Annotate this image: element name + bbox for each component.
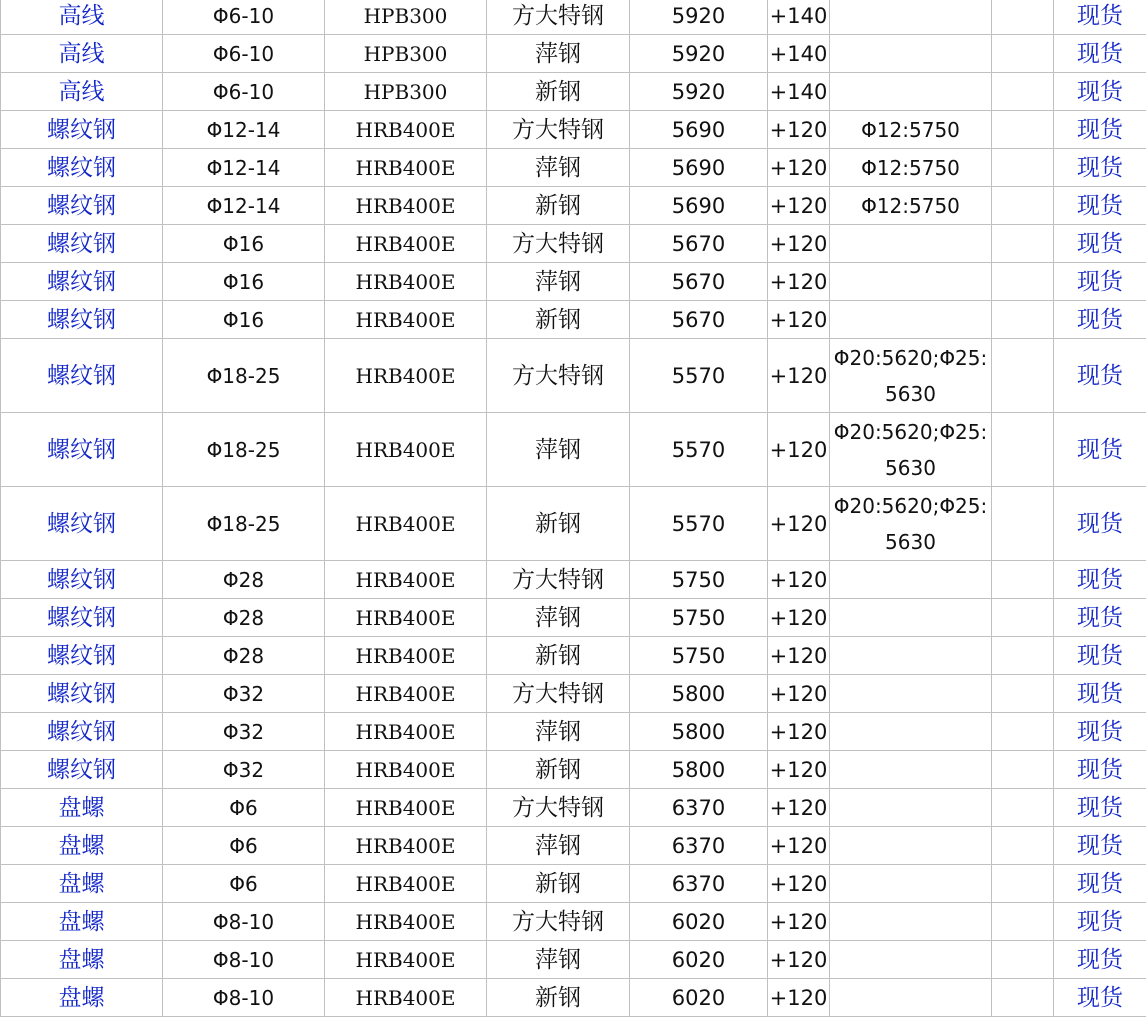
product-name-cell: 螺纹钢 bbox=[1, 149, 163, 187]
spec-cell: Φ12-14 bbox=[163, 149, 325, 187]
mill-cell: 萍钢 bbox=[487, 827, 630, 865]
grade-cell: HRB400E bbox=[325, 827, 487, 865]
spec-cell: Φ16 bbox=[163, 263, 325, 301]
mill-cell: 方大特钢 bbox=[487, 789, 630, 827]
grade-cell: HRB400E bbox=[325, 301, 487, 339]
price-cell: 5570 bbox=[630, 339, 768, 413]
status-cell: 现货 bbox=[1054, 413, 1146, 487]
note-cell bbox=[830, 301, 992, 339]
blank-cell bbox=[992, 0, 1054, 35]
mill-cell: 萍钢 bbox=[487, 149, 630, 187]
product-name-cell: 螺纹钢 bbox=[1, 413, 163, 487]
grade-cell: HRB400E bbox=[325, 111, 487, 149]
price-cell: 5670 bbox=[630, 225, 768, 263]
spec-cell: Φ28 bbox=[163, 599, 325, 637]
note-cell bbox=[830, 263, 992, 301]
mill-cell: 新钢 bbox=[487, 979, 630, 1017]
product-name-cell: 盘螺 bbox=[1, 979, 163, 1017]
price-cell: 5570 bbox=[630, 487, 768, 561]
price-cell: 5800 bbox=[630, 751, 768, 789]
price-cell: 5750 bbox=[630, 637, 768, 675]
status-cell: 现货 bbox=[1054, 865, 1146, 903]
note-cell bbox=[830, 789, 992, 827]
product-name-cell: 螺纹钢 bbox=[1, 487, 163, 561]
table-row bbox=[1, 413, 1146, 487]
product-name-cell: 高线 bbox=[1, 0, 163, 35]
spec-cell: Φ12-14 bbox=[163, 111, 325, 149]
status-cell: 现货 bbox=[1054, 599, 1146, 637]
status-cell: 现货 bbox=[1054, 35, 1146, 73]
blank-cell bbox=[992, 301, 1054, 339]
table-row bbox=[1, 675, 1146, 713]
blank-cell bbox=[992, 979, 1054, 1017]
note-cell bbox=[830, 599, 992, 637]
blank-cell bbox=[992, 413, 1054, 487]
blank-cell bbox=[992, 339, 1054, 413]
product-name-cell: 螺纹钢 bbox=[1, 263, 163, 301]
change-cell: +120 bbox=[768, 865, 830, 903]
grade-cell: HRB400E bbox=[325, 637, 487, 675]
table-row bbox=[1, 865, 1146, 903]
change-cell: +120 bbox=[768, 225, 830, 263]
product-name-cell: 螺纹钢 bbox=[1, 111, 163, 149]
change-cell: +120 bbox=[768, 599, 830, 637]
product-name-cell: 螺纹钢 bbox=[1, 751, 163, 789]
table-row bbox=[1, 637, 1146, 675]
table-row bbox=[1, 263, 1146, 301]
table-row bbox=[1, 149, 1146, 187]
status-cell: 现货 bbox=[1054, 225, 1146, 263]
spec-cell: Φ28 bbox=[163, 561, 325, 599]
change-cell: +140 bbox=[768, 0, 830, 35]
spec-cell: Φ8-10 bbox=[163, 979, 325, 1017]
blank-cell bbox=[992, 827, 1054, 865]
price-cell: 5690 bbox=[630, 187, 768, 225]
status-cell: 现货 bbox=[1054, 73, 1146, 111]
product-name-cell: 高线 bbox=[1, 35, 163, 73]
table-row bbox=[1, 339, 1146, 413]
table-row bbox=[1, 751, 1146, 789]
spec-cell: Φ8-10 bbox=[163, 941, 325, 979]
note-cell bbox=[830, 979, 992, 1017]
status-cell: 现货 bbox=[1054, 111, 1146, 149]
status-cell: 现货 bbox=[1054, 187, 1146, 225]
product-name-cell: 螺纹钢 bbox=[1, 713, 163, 751]
spec-cell: Φ32 bbox=[163, 713, 325, 751]
note-cell: Φ12:5750 bbox=[830, 111, 992, 149]
spec-cell: Φ6-10 bbox=[163, 0, 325, 35]
spec-cell: Φ12-14 bbox=[163, 187, 325, 225]
blank-cell bbox=[992, 561, 1054, 599]
mill-cell: 方大特钢 bbox=[487, 339, 630, 413]
note-cell: Φ20:5620;Φ25:5630 bbox=[830, 487, 992, 561]
status-cell: 现货 bbox=[1054, 751, 1146, 789]
mill-cell: 萍钢 bbox=[487, 941, 630, 979]
table-row bbox=[1, 73, 1146, 111]
grade-cell: HRB400E bbox=[325, 865, 487, 903]
change-cell: +120 bbox=[768, 827, 830, 865]
spec-cell: Φ18-25 bbox=[163, 487, 325, 561]
product-name-cell: 高线 bbox=[1, 73, 163, 111]
change-cell: +120 bbox=[768, 903, 830, 941]
blank-cell bbox=[992, 941, 1054, 979]
spec-cell: Φ16 bbox=[163, 225, 325, 263]
mill-cell: 新钢 bbox=[487, 751, 630, 789]
blank-cell bbox=[992, 35, 1054, 73]
blank-cell bbox=[992, 599, 1054, 637]
price-cell: 6020 bbox=[630, 903, 768, 941]
grade-cell: HPB300 bbox=[325, 0, 487, 35]
grade-cell: HRB400E bbox=[325, 903, 487, 941]
blank-cell bbox=[992, 225, 1054, 263]
mill-cell: 新钢 bbox=[487, 301, 630, 339]
blank-cell bbox=[992, 73, 1054, 111]
product-name-cell: 螺纹钢 bbox=[1, 675, 163, 713]
note-cell bbox=[830, 941, 992, 979]
note-cell bbox=[830, 713, 992, 751]
mill-cell: 萍钢 bbox=[487, 599, 630, 637]
note-cell bbox=[830, 0, 992, 35]
grade-cell: HRB400E bbox=[325, 675, 487, 713]
change-cell: +120 bbox=[768, 263, 830, 301]
spec-cell: Φ6-10 bbox=[163, 73, 325, 111]
product-name-cell: 盘螺 bbox=[1, 789, 163, 827]
mill-cell: 新钢 bbox=[487, 487, 630, 561]
price-cell: 6370 bbox=[630, 827, 768, 865]
grade-cell: HRB400E bbox=[325, 263, 487, 301]
price-cell: 5750 bbox=[630, 561, 768, 599]
change-cell: +120 bbox=[768, 111, 830, 149]
grade-cell: HRB400E bbox=[325, 149, 487, 187]
blank-cell bbox=[992, 751, 1054, 789]
mill-cell: 方大特钢 bbox=[487, 561, 630, 599]
spec-cell: Φ18-25 bbox=[163, 413, 325, 487]
mill-cell: 萍钢 bbox=[487, 713, 630, 751]
blank-cell bbox=[992, 713, 1054, 751]
status-cell: 现货 bbox=[1054, 675, 1146, 713]
table-row bbox=[1, 979, 1146, 1017]
note-cell bbox=[830, 561, 992, 599]
product-name-cell: 盘螺 bbox=[1, 827, 163, 865]
grade-cell: HRB400E bbox=[325, 979, 487, 1017]
spec-cell: Φ28 bbox=[163, 637, 325, 675]
note-cell bbox=[830, 637, 992, 675]
price-cell: 6020 bbox=[630, 979, 768, 1017]
table-row bbox=[1, 301, 1146, 339]
blank-cell bbox=[992, 149, 1054, 187]
grade-cell: HRB400E bbox=[325, 561, 487, 599]
price-cell: 5670 bbox=[630, 301, 768, 339]
change-cell: +120 bbox=[768, 487, 830, 561]
status-cell: 现货 bbox=[1054, 263, 1146, 301]
table-row bbox=[1, 713, 1146, 751]
status-cell: 现货 bbox=[1054, 487, 1146, 561]
price-cell: 5750 bbox=[630, 599, 768, 637]
spec-cell: Φ6 bbox=[163, 865, 325, 903]
price-cell: 5800 bbox=[630, 713, 768, 751]
price-cell: 5920 bbox=[630, 35, 768, 73]
change-cell: +120 bbox=[768, 413, 830, 487]
mill-cell: 方大特钢 bbox=[487, 111, 630, 149]
change-cell: +120 bbox=[768, 561, 830, 599]
product-name-cell: 盘螺 bbox=[1, 865, 163, 903]
spec-cell: Φ6-10 bbox=[163, 35, 325, 73]
status-cell: 现货 bbox=[1054, 903, 1146, 941]
spec-cell: Φ6 bbox=[163, 789, 325, 827]
blank-cell bbox=[992, 111, 1054, 149]
grade-cell: HRB400E bbox=[325, 487, 487, 561]
status-cell: 现货 bbox=[1054, 827, 1146, 865]
status-cell: 现货 bbox=[1054, 979, 1146, 1017]
table-row bbox=[1, 111, 1146, 149]
mill-cell: 萍钢 bbox=[487, 413, 630, 487]
product-name-cell: 螺纹钢 bbox=[1, 637, 163, 675]
spec-cell: Φ32 bbox=[163, 675, 325, 713]
table-row bbox=[1, 487, 1146, 561]
change-cell: +120 bbox=[768, 941, 830, 979]
grade-cell: HRB400E bbox=[325, 413, 487, 487]
grade-cell: HRB400E bbox=[325, 339, 487, 413]
price-rows bbox=[1, 0, 1146, 1017]
grade-cell: HRB400E bbox=[325, 713, 487, 751]
grade-cell: HRB400E bbox=[325, 225, 487, 263]
change-cell: +120 bbox=[768, 301, 830, 339]
mill-cell: 新钢 bbox=[487, 73, 630, 111]
grade-cell: HPB300 bbox=[325, 35, 487, 73]
price-cell: 5690 bbox=[630, 111, 768, 149]
mill-cell: 萍钢 bbox=[487, 35, 630, 73]
note-cell bbox=[830, 225, 992, 263]
blank-cell bbox=[992, 789, 1054, 827]
spec-cell: Φ6 bbox=[163, 827, 325, 865]
grade-cell: HRB400E bbox=[325, 941, 487, 979]
change-cell: +140 bbox=[768, 73, 830, 111]
grade-cell: HPB300 bbox=[325, 73, 487, 111]
change-cell: +120 bbox=[768, 149, 830, 187]
price-cell: 6020 bbox=[630, 941, 768, 979]
product-name-cell: 盘螺 bbox=[1, 903, 163, 941]
mill-cell: 方大特钢 bbox=[487, 903, 630, 941]
status-cell: 现货 bbox=[1054, 941, 1146, 979]
table-row bbox=[1, 599, 1146, 637]
product-name-cell: 螺纹钢 bbox=[1, 561, 163, 599]
status-cell: 现货 bbox=[1054, 0, 1146, 35]
price-cell: 6370 bbox=[630, 789, 768, 827]
change-cell: +140 bbox=[768, 35, 830, 73]
note-cell bbox=[830, 35, 992, 73]
product-name-cell: 螺纹钢 bbox=[1, 225, 163, 263]
spec-cell: Φ18-25 bbox=[163, 339, 325, 413]
table-row bbox=[1, 225, 1146, 263]
change-cell: +120 bbox=[768, 187, 830, 225]
mill-cell: 新钢 bbox=[487, 865, 630, 903]
grade-cell: HRB400E bbox=[325, 751, 487, 789]
mill-cell: 新钢 bbox=[487, 187, 630, 225]
note-cell bbox=[830, 675, 992, 713]
change-cell: +120 bbox=[768, 675, 830, 713]
status-cell: 现货 bbox=[1054, 149, 1146, 187]
grade-cell: HRB400E bbox=[325, 789, 487, 827]
table-row bbox=[1, 941, 1146, 979]
status-cell: 现货 bbox=[1054, 561, 1146, 599]
status-cell: 现货 bbox=[1054, 713, 1146, 751]
blank-cell bbox=[992, 263, 1054, 301]
spec-cell: Φ16 bbox=[163, 301, 325, 339]
blank-cell bbox=[992, 865, 1054, 903]
change-cell: +120 bbox=[768, 751, 830, 789]
spec-cell: Φ8-10 bbox=[163, 903, 325, 941]
price-cell: 5800 bbox=[630, 675, 768, 713]
table-row bbox=[1, 187, 1146, 225]
note-cell: Φ20:5620;Φ25:5630 bbox=[830, 339, 992, 413]
blank-cell bbox=[992, 903, 1054, 941]
table-row bbox=[1, 903, 1146, 941]
price-cell: 5920 bbox=[630, 0, 768, 35]
note-cell: Φ12:5750 bbox=[830, 187, 992, 225]
product-name-cell: 螺纹钢 bbox=[1, 339, 163, 413]
product-name-cell: 螺纹钢 bbox=[1, 187, 163, 225]
table-row bbox=[1, 561, 1146, 599]
change-cell: +120 bbox=[768, 339, 830, 413]
table-row bbox=[1, 789, 1146, 827]
note-cell bbox=[830, 903, 992, 941]
change-cell: +120 bbox=[768, 637, 830, 675]
table-row bbox=[1, 35, 1146, 73]
price-cell: 5570 bbox=[630, 413, 768, 487]
status-cell: 现货 bbox=[1054, 789, 1146, 827]
table-row bbox=[1, 827, 1146, 865]
product-name-cell: 螺纹钢 bbox=[1, 599, 163, 637]
spec-cell: Φ32 bbox=[163, 751, 325, 789]
mill-cell: 萍钢 bbox=[487, 263, 630, 301]
note-cell bbox=[830, 865, 992, 903]
status-cell: 现货 bbox=[1054, 301, 1146, 339]
price-cell: 5690 bbox=[630, 149, 768, 187]
note-cell bbox=[830, 827, 992, 865]
change-cell: +120 bbox=[768, 713, 830, 751]
mill-cell: 方大特钢 bbox=[487, 675, 630, 713]
change-cell: +120 bbox=[768, 789, 830, 827]
blank-cell bbox=[992, 487, 1054, 561]
mill-cell: 方大特钢 bbox=[487, 225, 630, 263]
change-cell: +120 bbox=[768, 979, 830, 1017]
price-cell: 6370 bbox=[630, 865, 768, 903]
note-cell bbox=[830, 751, 992, 789]
status-cell: 现货 bbox=[1054, 339, 1146, 413]
mill-cell: 方大特钢 bbox=[487, 0, 630, 35]
grade-cell: HRB400E bbox=[325, 187, 487, 225]
status-cell: 现货 bbox=[1054, 637, 1146, 675]
blank-cell bbox=[992, 637, 1054, 675]
product-name-cell: 螺纹钢 bbox=[1, 301, 163, 339]
mill-cell: 新钢 bbox=[487, 637, 630, 675]
grade-cell: HRB400E bbox=[325, 599, 487, 637]
price-cell: 5670 bbox=[630, 263, 768, 301]
product-name-cell: 盘螺 bbox=[1, 941, 163, 979]
price-cell: 5920 bbox=[630, 73, 768, 111]
note-cell bbox=[830, 73, 992, 111]
blank-cell bbox=[992, 675, 1054, 713]
note-cell: Φ12:5750 bbox=[830, 149, 992, 187]
blank-cell bbox=[992, 187, 1054, 225]
note-cell: Φ20:5620;Φ25:5630 bbox=[830, 413, 992, 487]
table-row bbox=[1, 0, 1146, 35]
